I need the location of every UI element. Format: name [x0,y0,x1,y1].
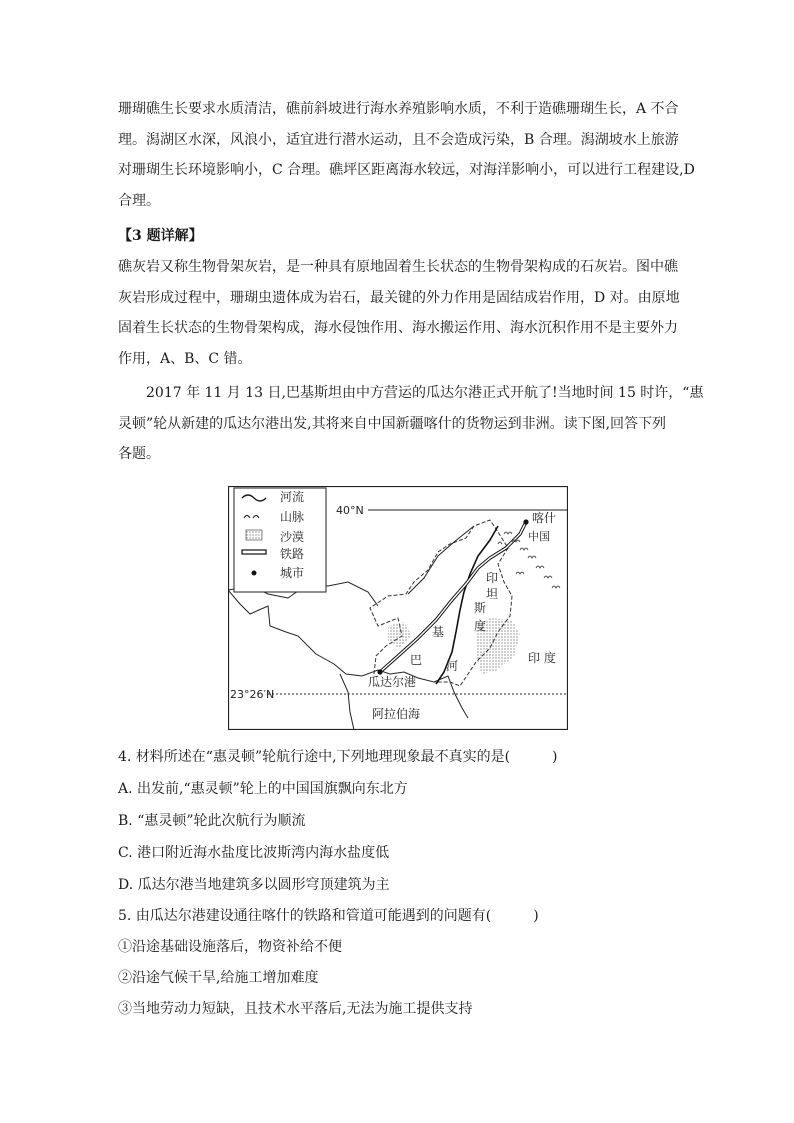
legend-label: 山脉 [280,510,305,524]
map-label-kashgar: 喀什 [532,511,557,525]
map-label-pakistan: 巴 [410,653,423,667]
text-line: 固着生长状态的生物骨架构成，海水侵蚀作用、海水搬运作用、海水沉积作用不是主要外力 [118,320,678,336]
text-line: 各题。 [118,446,160,462]
map-label-pakistan: 基 [432,625,445,639]
map-label-40n: 40°N [336,504,364,517]
legend-label: 河流 [280,490,305,504]
gwadar-city-icon [377,669,382,674]
map-label-indus: 坦 [486,587,499,601]
legend-label: 城市 [280,566,305,580]
map-label-gwadar: 瓜达尔港 [368,675,417,689]
map-label-arabian-sea: 阿拉伯海 [372,707,421,721]
question-4-option-b: B. “惠灵顿”轮此次航行为顺流 [118,813,306,829]
text-line: 礁灰岩又称生物骨架灰岩，是一种具有原地固着生长状态的生物骨架构成的石灰岩。图中礁 [118,259,678,275]
map-label-india: 印 度 [528,651,556,665]
legend-label: 沙漠 [280,530,305,544]
map-label-river: 河 [446,659,459,673]
section-heading-q3: 【3 题详解】 [118,228,203,244]
text-line: 对珊瑚生长环境影响小，C 合理。礁坪区距离海水较远，对海洋影响小，可以进行工程建设,D [118,162,695,178]
map-label-indus: 度 [474,619,487,633]
question-5-stem: 5. 由瓜达尔港建设通往喀什的铁路和管道可能遇到的问题有( ) [118,908,539,924]
map-label-china: 中国 [528,530,550,543]
question-4-option-c: C. 港口附近海水盐度比波斯湾内海水盐度低 [118,845,390,861]
question-4-stem: 4. 材料所述在“惠灵顿”轮航行途中,下列地理现象最不真实的是( ) [118,749,558,765]
pakistan-map-figure [228,486,568,730]
question-5-item-1: ①沿途基础设施落后，物资补给不便 [118,939,342,955]
question-4-option-a: A. 出发前,“惠灵顿”轮上的中国国旗飘向东北方 [118,781,408,797]
map-label-indus: 印 [486,571,499,585]
city-icon [252,571,257,576]
text-line: 作用，A、B、C 错。 [118,350,252,367]
text-line: 灰岩形成过程中，珊瑚虫遗体成为岩石，最关键的外力作用是固结成岩作用，D 对。由原地 [118,289,680,306]
text-line: 2017 年 11 月 13 日,巴基斯坦由中方营运的瓜达尔港正式开航了!当地时间 15 时许，“惠 [146,385,704,401]
kashgar-city-icon [523,519,528,524]
legend-label: 铁路 [280,547,305,561]
text-line: 理。潟湖区水深，风浪小，适宜进行潜水运动，且不会造成污染，B 合理。潟湖坡水上旅游 [118,131,679,148]
intro-paragraph [118,378,704,470]
answer-3-paragraph [118,252,680,374]
map-label-tropic: 23°26′N [230,688,275,701]
railway-icon [242,550,266,554]
question-5-item-2: ②沿途气候干旱,给施工增加难度 [118,970,319,986]
text-line: 合理。 [118,192,160,209]
map-label-indus: 斯 [474,601,487,615]
question-4-option-d: D. 瓜达尔港当地建筑多以圆形穹顶建筑为主 [118,877,390,893]
desert-icon [246,530,262,540]
question-5-item-3: ③当地劳动力短缺，且技术水平落后,无法为施工提供支持 [118,1001,473,1017]
text-line: 灵顿”轮从新建的瓜达尔港出发,其将来自中国新疆喀什的货物运到非洲。读下图,回答下列 [118,415,667,432]
answer-2-paragraph [118,94,695,216]
text-line: 珊瑚礁生长要求水质清洁，礁前斜坡进行海水养殖影响水质，不利于造礁珊瑚生长，A 不合 [118,101,679,117]
